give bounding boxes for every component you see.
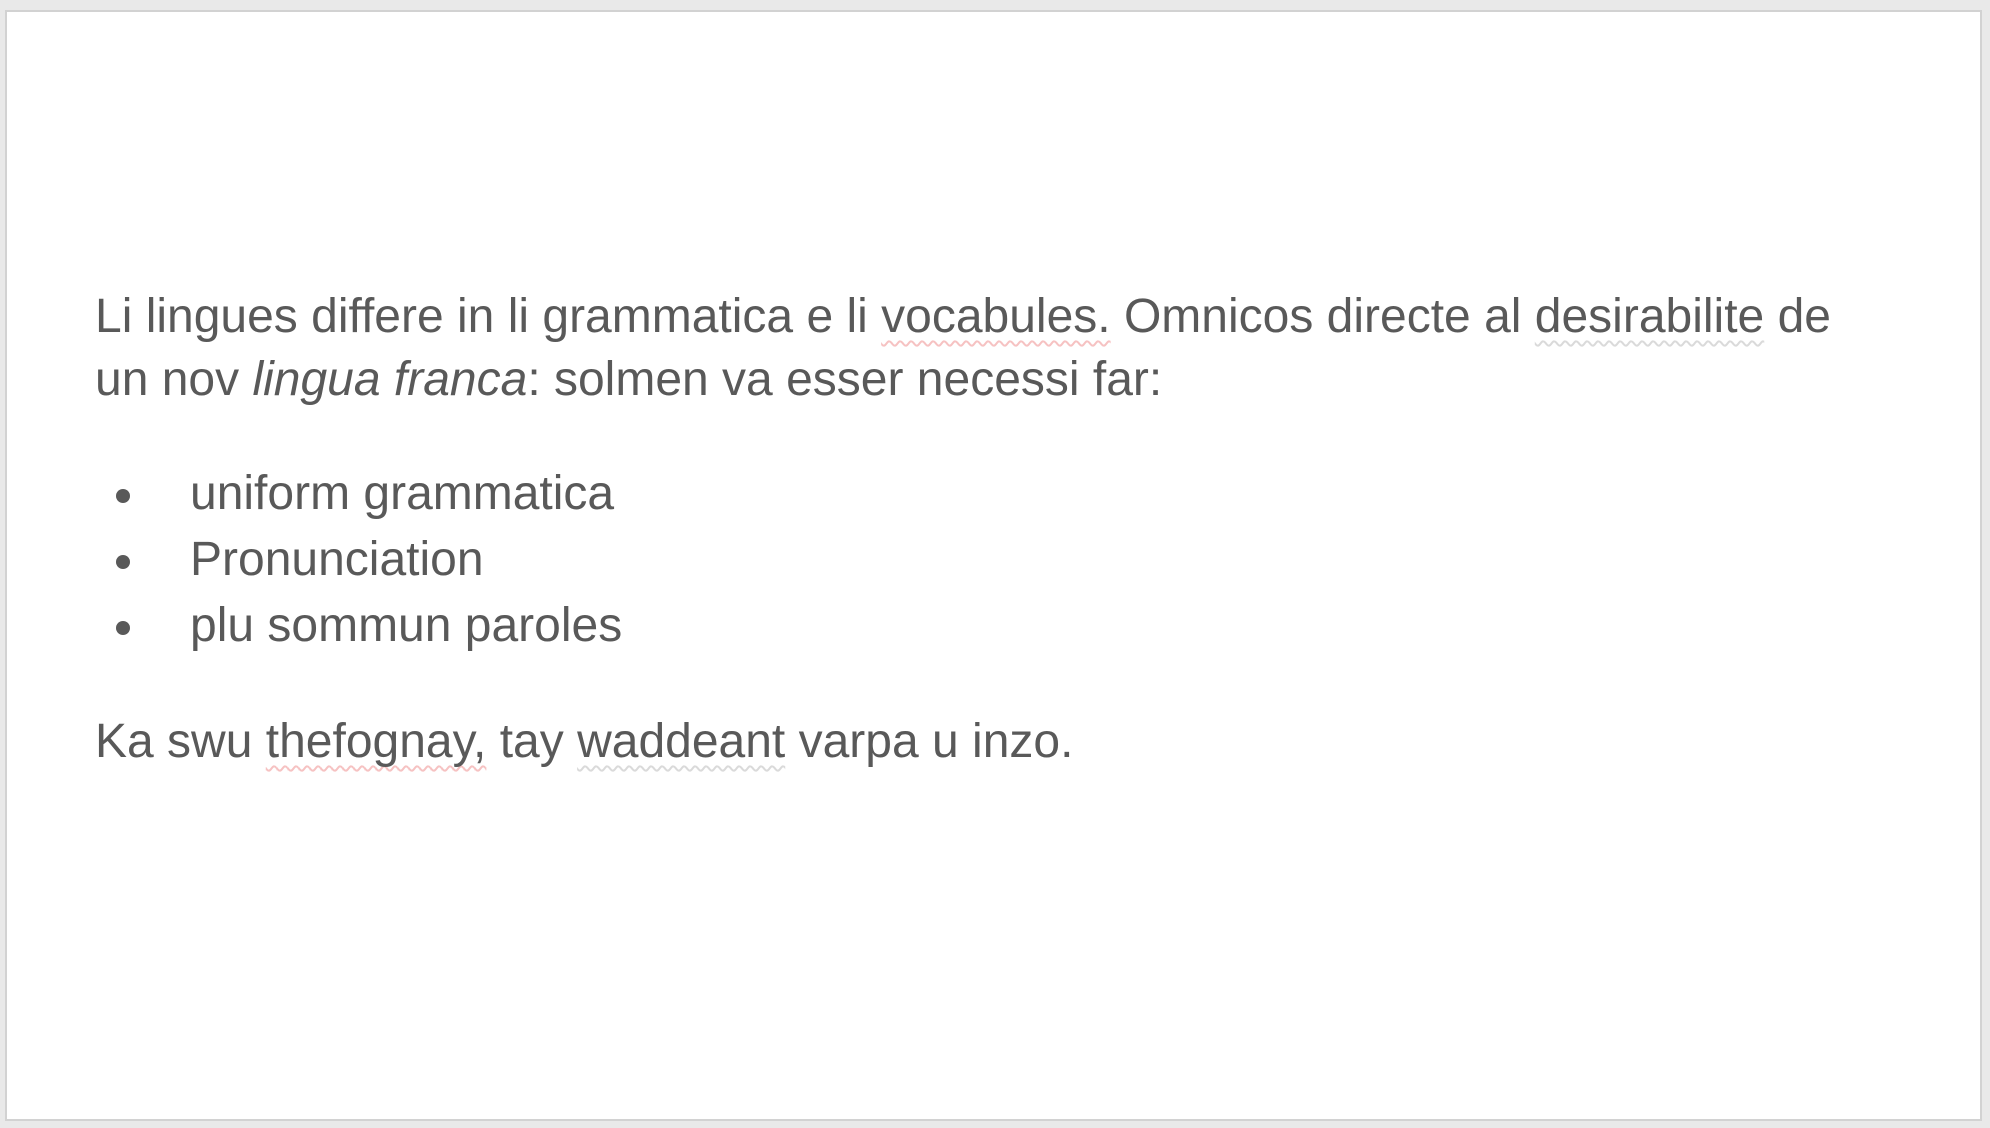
bullet-icon bbox=[116, 489, 130, 503]
list-item bbox=[95, 461, 1895, 527]
misspelled-word-waddeant: waddeant bbox=[577, 715, 786, 768]
paragraph-segment: : solmen va esser necessi far: bbox=[527, 353, 1163, 406]
slide-text-box bbox=[95, 285, 1895, 773]
italic-phrase-lingua-franca: lingua franca bbox=[252, 353, 528, 406]
misspelled-word-desirabilite: desirabilite bbox=[1534, 290, 1765, 343]
closing-paragraph bbox=[95, 710, 1855, 773]
slide bbox=[5, 10, 1982, 1121]
bullet-icon bbox=[116, 555, 130, 569]
bullet-list bbox=[95, 461, 1895, 659]
closing-segment: varpa u inzo. bbox=[785, 715, 1074, 768]
misspelled-word-thefognay: thefognay, bbox=[265, 715, 487, 768]
closing-segment: Ka swu bbox=[95, 715, 266, 768]
bullet-item-label: plu sommun paroles bbox=[190, 599, 623, 652]
closing-segment: tay bbox=[486, 715, 578, 768]
bullet-icon bbox=[116, 621, 130, 635]
list-item bbox=[95, 527, 1895, 593]
bullet-item-label: Pronunciation bbox=[190, 533, 484, 586]
paragraph-segment: Li lingues differe in li grammatica e li bbox=[95, 290, 882, 343]
misspelled-word-vocabules: vocabules. bbox=[881, 290, 1111, 343]
bullet-item-label: uniform grammatica bbox=[190, 467, 615, 520]
paragraph-segment: Omnicos directe al bbox=[1110, 290, 1535, 343]
list-item bbox=[95, 593, 1895, 659]
paragraph-segment: de un nov bbox=[95, 290, 1831, 406]
intro-paragraph bbox=[95, 285, 1855, 411]
